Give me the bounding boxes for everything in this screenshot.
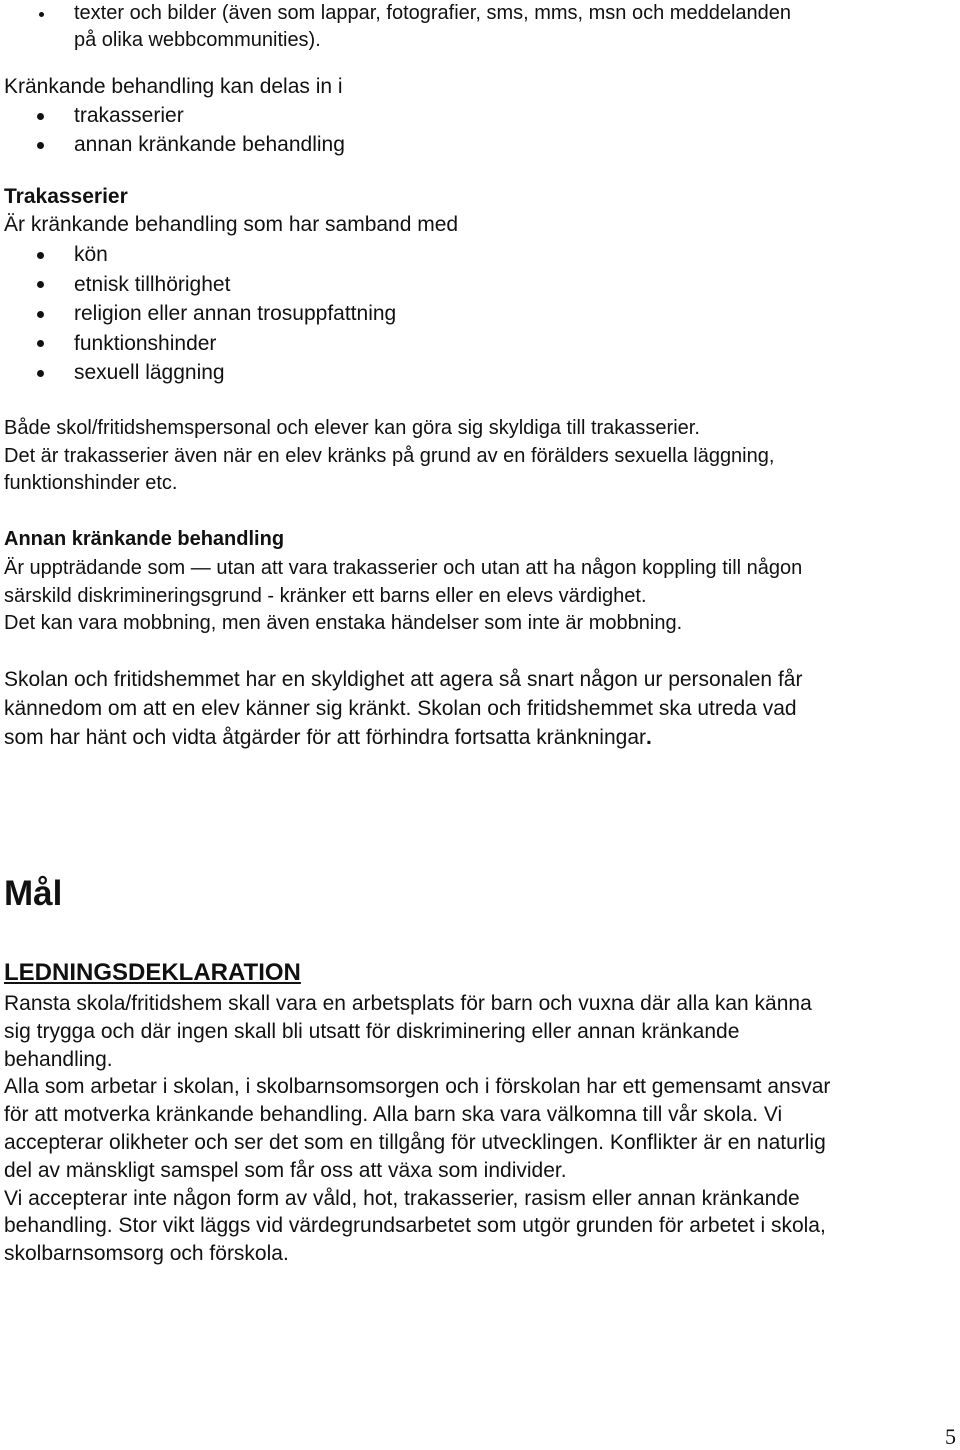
paragraph-line: behandling. Stor vikt läggs vid värdegrundsarbetet som utgör grunden för arbetet i skola, <box>4 1214 826 1238</box>
list-item: etnisk tillhörighet <box>0 270 396 300</box>
section-heading-annan: Annan kränkande behandling <box>4 528 285 550</box>
paragraph-line: funktionshinder etc. <box>4 472 178 494</box>
list-item: sexuell läggning <box>0 358 396 388</box>
paragraph-line: behandling. <box>4 1047 113 1071</box>
paragraph-line: Ransta skola/fritidshem skall vara en arbetsplats för barn och vuxna där alla kan känna <box>4 992 812 1015</box>
intro-list <box>0 0 791 28</box>
paragraph-line: Skolan och fritidshemmet har en skyldighet att agera så snart någon ur personalen får <box>4 668 803 691</box>
list-item: kön <box>0 240 396 270</box>
paragraph-line: skolbarnsomsorg och förskola. <box>4 1242 289 1266</box>
split-list <box>0 101 345 159</box>
paragraph-line: Det kan vara mobbning, men även enstaka händelser som inte är mobbning. <box>4 612 683 634</box>
annan-paragraph <box>4 555 802 638</box>
ledning-paragraph <box>4 990 830 1268</box>
list-item: religion eller annan trosuppfattning <box>0 299 396 329</box>
skolan-paragraph <box>4 665 802 752</box>
paragraph-line: Vi accepterar inte någon form av våld, hot, trakasserier, rasism eller annan kränkande <box>4 1186 800 1210</box>
section-heading-mal: Mål <box>4 874 63 913</box>
section-heading-ledningsdeklaration: LEDNINGSDEKLARATION <box>4 959 301 986</box>
page-number: 5 <box>945 1424 956 1449</box>
list-item: trakasserier <box>0 101 345 130</box>
paragraph-line: kännedom om att en elev känner sig kränkt. Skolan och fritidshemmet ska utreda vad <box>4 697 797 720</box>
paragraph-line: accepterar olikheter och ser det som en tillgång för utvecklingen. Konflikter är en naturlig <box>4 1130 826 1154</box>
list-item: annan kränkande behandling <box>0 130 345 159</box>
trakasserier-list <box>0 240 396 388</box>
paragraph-line: Är uppträdande som — utan att vara trakasserier och utan att ha någon koppling till någon <box>4 557 803 579</box>
trakasserier-paragraph <box>4 415 774 498</box>
paragraph-line: sig trygga och där ingen skall bli utsatt för diskriminering eller annan kränkande <box>4 1019 740 1043</box>
list-item: texter och bilder (även som lappar, fotografier, sms, mms, msn och meddelanden <box>0 0 791 28</box>
trakasserier-lead: Är kränkande behandling som har samband med <box>4 213 459 236</box>
paragraph-line: för att motverka kränkande behandling. Alla barn ska vara välkomna till vår skola. Vi <box>4 1103 783 1127</box>
paragraph-line: Både skol/fritidshemspersonal och elever kan göra sig skyldiga till trakasserier. <box>4 417 700 439</box>
paragraph-line: Det är trakasserier även när en elev kränks på grund av en förälders sexuella läggning, <box>4 444 775 467</box>
paragraph-line: Alla som arbetar i skolan, i skolbarnsomsorgen och i förskolan har ett gemensamt ansvar <box>4 1075 831 1099</box>
section-heading-trakasserier: Trakasserier <box>4 185 128 208</box>
paragraph-line: del av mänskligt samspel som får oss att växa som individer. <box>4 1158 567 1182</box>
final-period: . <box>646 726 652 749</box>
paragraph-line: särskild diskrimineringsgrund - kränker ett barns eller en elevs värdighet. <box>4 584 647 607</box>
paragraph-line: som har hänt och vidta åtgärder för att förhindra fortsatta kränkningar. <box>4 726 652 749</box>
split-intro: Kränkande behandling kan delas in i <box>4 75 343 98</box>
list-item: funktionshinder <box>0 329 396 359</box>
list-item-continuation: på olika webbcommunities). <box>74 29 321 51</box>
